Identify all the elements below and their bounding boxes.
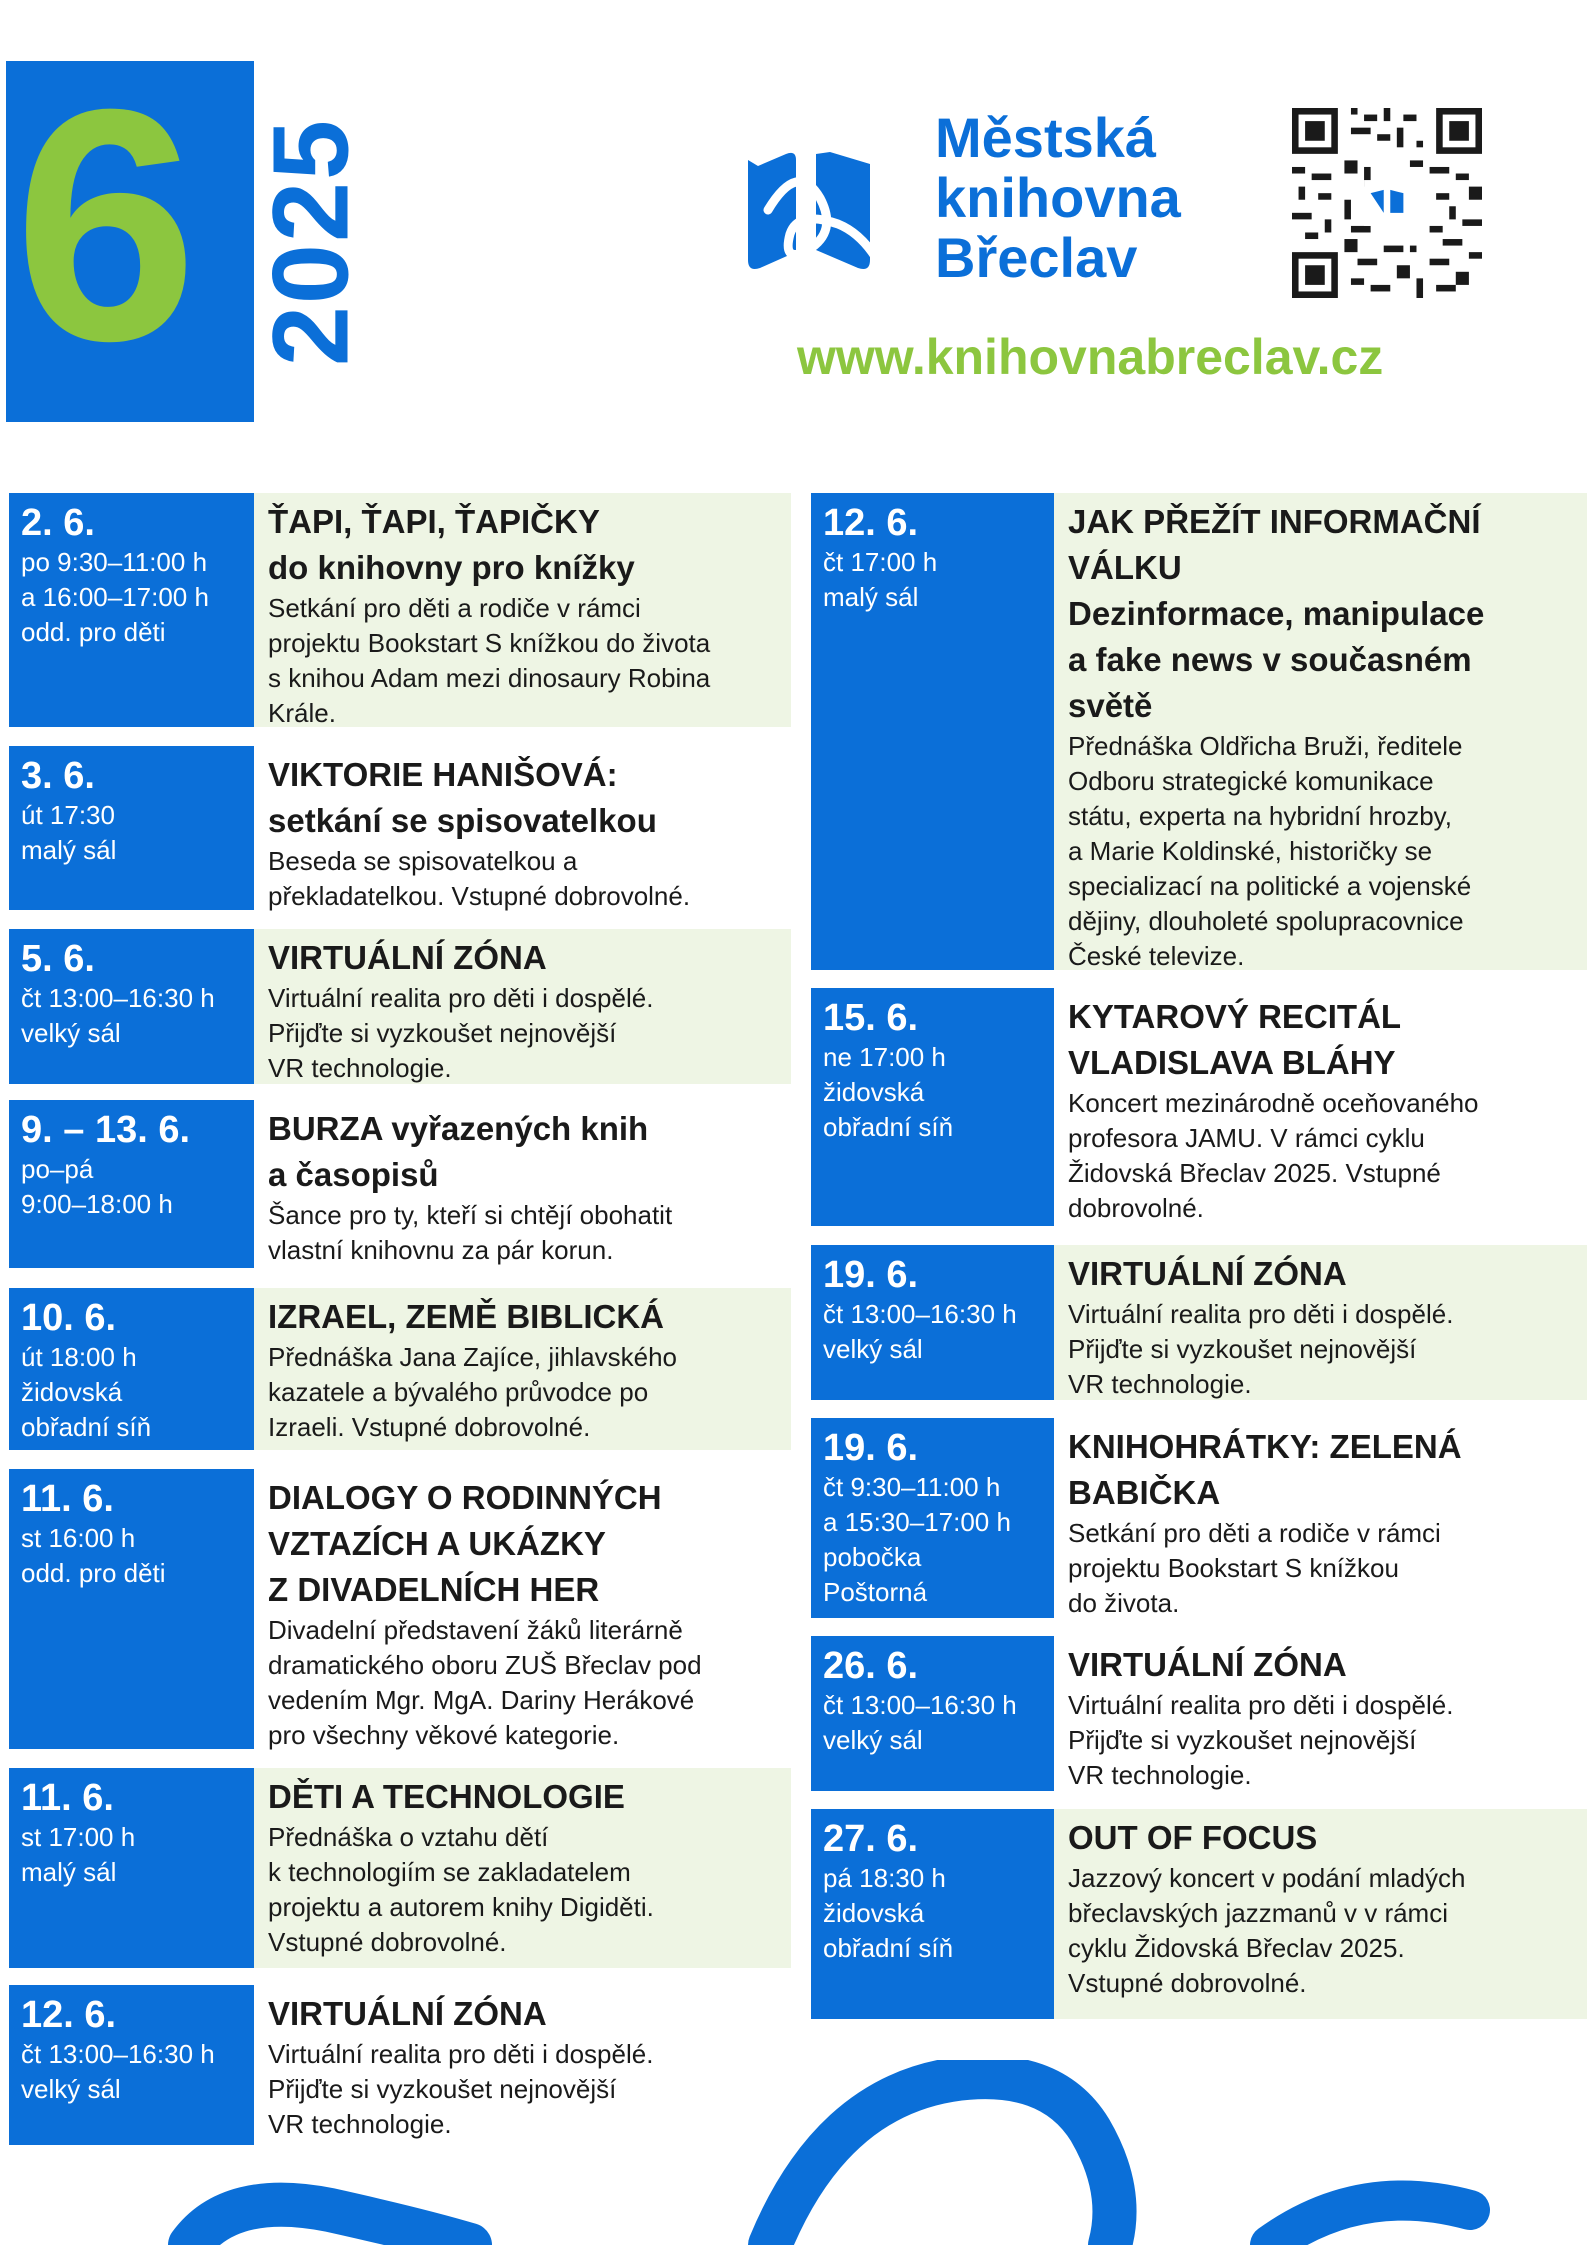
- event-detail: čt 13:00–16:30 h: [21, 983, 215, 1013]
- event-date-box: [9, 493, 254, 727]
- event-description: [1054, 1636, 1587, 1791]
- event-date-box: [9, 1768, 254, 1968]
- event-title: JAK PŘEŽÍT INFORMAČNÍ: [1068, 503, 1481, 540]
- event-description: [254, 746, 791, 910]
- event-text: vlastní knihovnu za pár korun.: [268, 1235, 614, 1265]
- website-url[interactable]: www.knihovnabreclav.cz: [797, 329, 1384, 385]
- event-date-box: [811, 1636, 1054, 1791]
- event-detail: odd. pro děti: [21, 1558, 166, 1588]
- event-date-box: [9, 1288, 254, 1450]
- event-title: VIRTUÁLNÍ ZÓNA: [1068, 1646, 1347, 1683]
- event-description: [254, 493, 791, 727]
- event-text: specializací na politické a vojenské: [1068, 871, 1472, 901]
- event-title: KNIHOHRÁTKY: ZELENÁ: [1068, 1428, 1462, 1465]
- event-text: profesora JAMU. V rámci cyklu: [1068, 1123, 1425, 1153]
- event-text: Virtuální realita pro děti i dospělé.: [1068, 1690, 1454, 1720]
- event-text: dějiny, dlouholeté spolupracovnice: [1068, 906, 1464, 936]
- event-card: [9, 1768, 791, 1968]
- event-date-box: [9, 929, 254, 1084]
- event-title: KYTAROVÝ RECITÁL: [1068, 998, 1402, 1035]
- event-text: Virtuální realita pro děti i dospělé.: [268, 2039, 654, 2069]
- event-detail: velký sál: [823, 1725, 923, 1755]
- event-date-box: [811, 1809, 1054, 2019]
- event-description: [1054, 1809, 1587, 2019]
- event-detail: židovská: [823, 1898, 925, 1928]
- event-detail: út 17:30: [21, 800, 115, 830]
- event-title: IZRAEL, ZEMĚ BIBLICKÁ: [268, 1298, 664, 1335]
- event-card: [9, 746, 791, 910]
- event-title: VLADISLAVA BLÁHY: [1068, 1044, 1396, 1081]
- event-text: Přijďte si vyzkoušet nejnovější: [268, 2074, 617, 2104]
- event-detail: út 18:00 h: [21, 1342, 137, 1372]
- event-text: Přednáška o vztahu dětí: [268, 1822, 549, 1852]
- event-description: [254, 1469, 791, 1749]
- event-date: 19. 6.: [823, 1427, 919, 1469]
- event-detail: malý sál: [823, 582, 919, 612]
- event-text: VR technologie.: [1068, 1760, 1252, 1790]
- event-title: OUT OF FOCUS: [1068, 1819, 1318, 1856]
- event-text: Odboru strategické komunikace: [1068, 766, 1434, 796]
- event-detail: čt 13:00–16:30 h: [21, 2039, 215, 2069]
- event-description: [1054, 1245, 1587, 1400]
- event-card: [9, 493, 791, 727]
- event-title: DIALOGY O RODINNÝCH: [268, 1479, 662, 1516]
- event-description: [1054, 988, 1587, 1226]
- event-title: VIRTUÁLNÍ ZÓNA: [268, 939, 547, 976]
- event-text: Přednáška Oldřicha Bruži, ředitele: [1068, 731, 1463, 761]
- event-card: [9, 929, 791, 1084]
- event-title: VIKTORIE HANIŠOVÁ:: [268, 756, 618, 793]
- event-card: [811, 493, 1587, 970]
- event-title: VIRTUÁLNÍ ZÓNA: [1068, 1255, 1347, 1292]
- event-date: 3. 6.: [21, 755, 95, 797]
- event-detail: židovská: [823, 1077, 925, 1107]
- event-text: Setkání pro děti a rodiče v rámci: [1068, 1518, 1441, 1548]
- event-detail: velký sál: [21, 1018, 121, 1048]
- event-title: a časopisů: [268, 1156, 439, 1193]
- event-title: a fake news v současném: [1068, 641, 1472, 678]
- event-text: České televize.: [1068, 941, 1245, 971]
- event-date: 19. 6.: [823, 1254, 919, 1296]
- event-text: projektu Bookstart S knížkou do života: [268, 628, 711, 658]
- event-date: 27. 6.: [823, 1818, 919, 1860]
- event-text: Přijďte si vyzkoušet nejnovější: [268, 1018, 617, 1048]
- qr-code-icon[interactable]: [1292, 108, 1482, 298]
- event-detail: židovská: [21, 1377, 123, 1407]
- event-detail: st 17:00 h: [21, 1822, 136, 1852]
- event-date: 9. – 13. 6.: [21, 1109, 191, 1151]
- event-description: [254, 929, 791, 1084]
- event-date: 11. 6.: [21, 1777, 114, 1819]
- event-card: [811, 1245, 1587, 1400]
- event-text: Koncert mezinárodně oceňovaného: [1068, 1088, 1479, 1118]
- event-title: setkání se spisovatelkou: [268, 802, 657, 839]
- library-name-line: Městská: [935, 106, 1157, 169]
- event-date-box: [9, 1469, 254, 1749]
- library-name-line: knihovna: [935, 166, 1181, 229]
- event-text: Židovská Břeclav 2025. Vstupné: [1068, 1158, 1441, 1188]
- event-text: Přijďte si vyzkoušet nejnovější: [1068, 1725, 1417, 1755]
- event-detail: obřadní síň: [823, 1112, 954, 1142]
- event-detail: malý sál: [21, 835, 117, 865]
- event-card: [811, 1418, 1587, 1618]
- event-text: projektu Bookstart S knížkou: [1068, 1553, 1399, 1583]
- event-detail: a 16:00–17:00 h: [21, 582, 209, 612]
- event-detail: velký sál: [823, 1334, 923, 1364]
- month-number: 6: [14, 40, 192, 409]
- event-detail: malý sál: [21, 1857, 117, 1887]
- event-detail: ne 17:00 h: [823, 1042, 946, 1072]
- event-title: VÁLKU: [1068, 549, 1182, 586]
- event-date: 10. 6.: [21, 1297, 117, 1339]
- event-detail: st 16:00 h: [21, 1523, 136, 1553]
- event-detail: Poštorná: [823, 1577, 928, 1607]
- event-detail: čt 17:00 h: [823, 547, 938, 577]
- year: 2025: [249, 117, 371, 367]
- event-text: a Marie Koldinské, historičky se: [1068, 836, 1433, 866]
- event-text: Setkání pro děti a rodiče v rámci: [268, 593, 641, 623]
- event-text: Divadelní představení žáků literárně: [268, 1615, 683, 1645]
- event-text: VR technologie.: [268, 1053, 452, 1083]
- event-title: světě: [1068, 687, 1153, 724]
- event-text: projektu a autorem knihy Digiděti.: [268, 1892, 654, 1922]
- event-date-box: [811, 1245, 1054, 1400]
- event-detail: po–pá: [21, 1154, 94, 1184]
- event-detail: obřadní síň: [21, 1412, 152, 1442]
- event-detail: a 15:30–17:00 h: [823, 1507, 1011, 1537]
- event-card: [9, 1469, 791, 1749]
- event-title: DĚTI A TECHNOLOGIE: [268, 1778, 625, 1815]
- event-text: vedením Mgr. MgA. Dariny Herákové: [268, 1685, 695, 1715]
- event-date: 11. 6.: [21, 1478, 114, 1520]
- event-title: Dezinformace, manipulace: [1068, 595, 1485, 632]
- event-date-box: [9, 1100, 254, 1268]
- event-card: [811, 1809, 1587, 2019]
- event-detail: čt 13:00–16:30 h: [823, 1299, 1017, 1329]
- event-title: Z DIVADELNÍCH HER: [268, 1571, 600, 1608]
- event-detail: velký sál: [21, 2074, 121, 2104]
- event-title: BURZA vyřazených knih: [268, 1110, 649, 1147]
- event-text: Přednáška Jana Zajíce, jihlavského: [268, 1342, 678, 1372]
- event-date: 12. 6.: [823, 502, 919, 544]
- event-card: [9, 1100, 791, 1268]
- event-text: k technologiím se zakladatelem: [268, 1857, 631, 1887]
- event-text: Přijďte si vyzkoušet nejnovější: [1068, 1334, 1417, 1364]
- event-detail: 9:00–18:00 h: [21, 1189, 173, 1219]
- event-text: Beseda se spisovatelkou a: [268, 846, 578, 876]
- event-text: dobrovolné.: [1068, 1193, 1204, 1223]
- event-text: do života.: [1068, 1588, 1180, 1618]
- event-text: státu, experta na hybridní hrozby,: [1068, 801, 1452, 831]
- library-name-line: Břeclav: [935, 226, 1138, 289]
- event-text: Virtuální realita pro děti i dospělé.: [268, 983, 654, 1013]
- event-detail: čt 9:30–11:00 h: [823, 1472, 1001, 1502]
- event-detail: pobočka: [823, 1542, 922, 1572]
- event-title: do knihovny pro knížky: [268, 549, 635, 586]
- event-text: pro všechny věkové kategorie.: [268, 1720, 620, 1750]
- library-name: [935, 108, 1181, 288]
- event-date-box: [811, 988, 1054, 1226]
- event-date-box: [811, 1418, 1054, 1618]
- event-description: [1054, 1418, 1587, 1618]
- event-text: Vstupné dobrovolné.: [268, 1927, 507, 1957]
- event-text: Jazzový koncert v podání mladých: [1068, 1863, 1466, 1893]
- event-text: Izraeli. Vstupné dobrovolné.: [268, 1412, 591, 1442]
- event-date: 12. 6.: [21, 1994, 117, 2036]
- event-date: 5. 6.: [21, 938, 95, 980]
- event-description: [254, 1768, 791, 1968]
- event-title: VZTAZÍCH A UKÁZKY: [268, 1525, 606, 1562]
- event-text: překladatelkou. Vstupné dobrovolné.: [268, 881, 691, 911]
- event-date: 15. 6.: [823, 997, 919, 1039]
- event-text: Krále.: [268, 698, 336, 728]
- event-text: kazatele a bývalého průvodce po: [268, 1377, 649, 1407]
- event-card: [9, 1288, 791, 1450]
- event-detail: obřadní síň: [823, 1933, 954, 1963]
- event-description: [1054, 493, 1587, 970]
- event-detail: po 9:30–11:00 h: [21, 547, 208, 577]
- event-title: VIRTUÁLNÍ ZÓNA: [268, 1995, 547, 2032]
- event-title: BABIČKA: [1068, 1474, 1221, 1511]
- event-detail: odd. pro děti: [21, 617, 166, 647]
- event-date: 26. 6.: [823, 1645, 919, 1687]
- event-detail: čt 13:00–16:30 h: [823, 1690, 1017, 1720]
- event-text: VR technologie.: [1068, 1369, 1252, 1399]
- event-card: [811, 1636, 1587, 1791]
- event-title: ŤAPI, ŤAPI, ŤAPIČKY: [268, 503, 600, 540]
- event-date-box: [9, 746, 254, 910]
- event-card: [811, 988, 1587, 1226]
- event-text: cyklu Židovská Břeclav 2025.: [1068, 1933, 1405, 1963]
- event-description: [254, 1100, 791, 1268]
- event-text: s knihou Adam mezi dinosaury Robina: [268, 663, 711, 693]
- library-logo-icon: [738, 140, 898, 290]
- event-text: břeclavských jazzmanů v v rámci: [1068, 1898, 1448, 1928]
- event-text: Šance pro ty, kteří si chtějí obohatit: [268, 1200, 673, 1230]
- event-text: Virtuální realita pro děti i dospělé.: [1068, 1299, 1454, 1329]
- event-text: dramatického oboru ZUŠ Břeclav pod: [268, 1650, 702, 1680]
- event-detail: pá 18:30 h: [823, 1863, 946, 1893]
- event-date: 2. 6.: [21, 502, 95, 544]
- event-date-box: [811, 493, 1054, 970]
- decorative-swoosh: [150, 2060, 1550, 2245]
- event-text: Vstupné dobrovolné.: [1068, 1968, 1307, 1998]
- event-description: [254, 1288, 791, 1450]
- event-text: VR technologie.: [268, 2109, 452, 2139]
